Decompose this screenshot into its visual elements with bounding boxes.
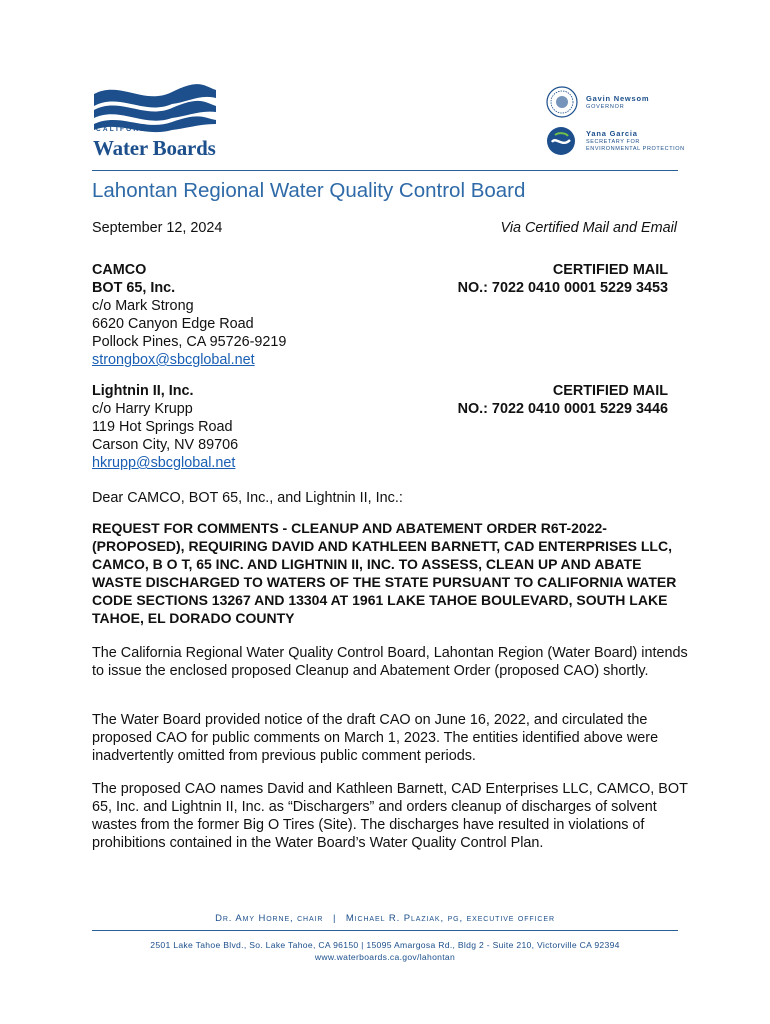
- footer-website-link[interactable]: www.waterboards.ca.gov/lahontan: [314, 952, 456, 962]
- footer-address: 2501 Lake Tahoe Blvd., So. Lake Tahoe, CA 96150 | 15095 Amargosa Rd., Bldg 2 - Suite 210, Victorville CA 92394: [150, 940, 620, 950]
- governor-title: GOVERNOR: [586, 104, 625, 110]
- footer-divider: [92, 930, 678, 931]
- letter-date: September 12, 2024: [92, 220, 223, 236]
- recipient-2-line-4: Carson City, NV 89706: [92, 437, 239, 453]
- salutation: Dear CAMCO, BOT 65, Inc., and Lightnin II, Inc.:: [92, 490, 403, 506]
- recipient-2-line-3: 119 Hot Springs Road: [92, 419, 233, 435]
- certified-mail-1: [458, 261, 668, 297]
- recipient-address-2: [92, 382, 238, 472]
- recipient-1-line-1: CAMCO: [92, 262, 147, 278]
- footer-officials: [0, 913, 770, 924]
- state-seal-icon: [546, 86, 578, 118]
- recipient-1-line-4: 6620 Canyon Edge Road: [92, 316, 254, 332]
- subject-line: REQUEST FOR COMMENTS - CLEANUP AND ABATEMENT ORDER R6T-2022-(PROPOSED), REQUIRING DAVID AND KATHLEEN BARNETT, CAD ENTERPRISES LLC, CAMCO, B O T, 65 INC. AND LIGHTNIN II, INC. TO ASSESS, CLEAN UP AND ABATE WASTE DISCHARGED TO WATERS OF THE STATE PURSUANT TO CALIFORNIA WATER CODE SECTIONS 13267 AND 13304 AT 1961 LAKE TAHOE BOULEVARD, SOUTH LAKE TAHOE, EL DORADO COUNTY: [92, 520, 677, 626]
- calepa-logo-icon: [546, 126, 576, 156]
- recipient-1-line-5: Pollock Pines, CA 95726-9219: [92, 334, 287, 350]
- recipient-2-line-2: c/o Harry Krupp: [92, 401, 193, 417]
- recipient-2-email-link[interactable]: hkrupp@sbcglobal.net: [92, 455, 236, 471]
- footer-separator: |: [332, 913, 337, 924]
- secretary-name: Yana Garcia: [586, 129, 638, 138]
- footer-chair: Dr. Amy Horne, chair: [215, 913, 324, 924]
- certified-mail-2-label: CERTIFIED MAIL: [552, 383, 668, 399]
- logo-state-text: CALIFORNIA: [96, 126, 159, 133]
- recipient-1-email-link[interactable]: strongbox@sbcglobal.net: [92, 352, 255, 368]
- paragraph-2: The Water Board provided notice of the draft CAO on June 16, 2022, and circulated the proposed CAO for public comments on March 1, 2023. The entities identified above were inadvertently omitted from previous public comment periods.: [92, 712, 659, 764]
- recipient-1-line-2: BOT 65, Inc.: [92, 280, 176, 296]
- secretary-title: [586, 139, 685, 153]
- board-title: Lahontan Regional Water Quality Control Board: [92, 179, 526, 202]
- paragraph-3: The proposed CAO names David and Kathleen Barnett, CAD Enterprises LLC, CAMCO, BOT 65, Inc. and Lightnin II, Inc. as “Dischargers” and orders cleanup of discharges of solvent wastes from the former Big O Tires (Site). The discharges have resulted in violations of prohibitions contained in the Water Board’s Water Quality Control Plan.: [92, 781, 688, 851]
- certified-mail-1-label: CERTIFIED MAIL: [552, 262, 668, 278]
- governor-name: Gavin Newsom: [586, 94, 650, 103]
- recipient-1-line-3: c/o Mark Strong: [92, 298, 194, 314]
- recipient-2-line-1: Lightnin II, Inc.: [92, 383, 194, 399]
- certified-mail-1-number: NO.: 7022 0410 0001 5229 3453: [457, 280, 668, 296]
- logo-name-text: Water Boards: [93, 136, 216, 160]
- paragraph-1: The California Regional Water Quality Control Board, Lahontan Region (Water Board) intends to issue the enclosed proposed Cleanup and Abatement Order (proposed CAO) shortly.: [92, 645, 688, 679]
- delivery-method: Via Certified Mail and Email: [500, 220, 677, 236]
- secretary-title-line-2: ENVIRONMENTAL PROTECTION: [586, 146, 685, 152]
- header-divider: [92, 170, 678, 171]
- footer-officer: Michael R. Plaziak, pg, executive officer: [345, 913, 555, 924]
- certified-mail-2: [458, 382, 668, 418]
- secretary-title-line-1: SECRETARY FOR: [586, 139, 640, 145]
- recipient-address-1: [92, 261, 286, 369]
- certified-mail-2-number: NO.: 7022 0410 0001 5229 3446: [457, 401, 668, 417]
